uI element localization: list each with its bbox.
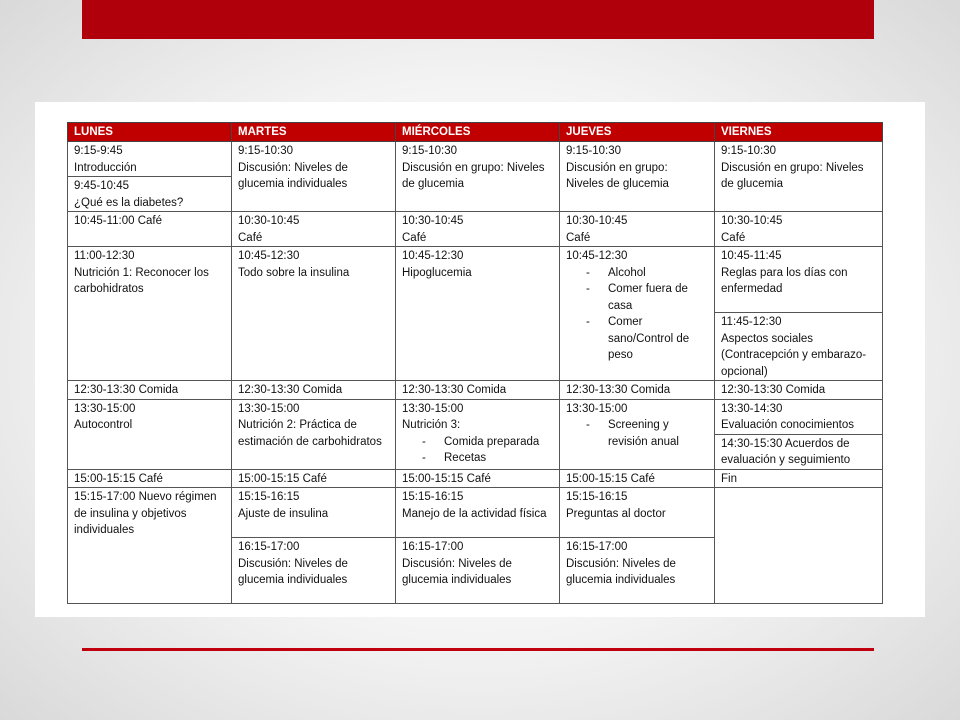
session-title: Discusión en grupo: Niveles de glucemia bbox=[721, 161, 864, 190]
header-row bbox=[68, 123, 883, 142]
session-time: 10:30-10:45 bbox=[238, 215, 300, 227]
jueves-session-5 bbox=[560, 538, 715, 604]
session-time: 9:45-10:45 bbox=[74, 180, 129, 192]
jueves-cafe-1 bbox=[560, 212, 715, 247]
list-item: - Comida preparada bbox=[422, 434, 553, 451]
header-miercoles: MIÉRCOLES bbox=[396, 123, 560, 142]
session-time: 16:15-17:00 bbox=[402, 541, 464, 553]
session-time: 9:15-9:45 bbox=[74, 145, 123, 157]
session-title: Discusión: Niveles de glucemia individuales bbox=[402, 557, 512, 586]
session-title: Discusión: Niveles de glucemia individuales bbox=[238, 161, 348, 190]
session-title: Aspectos sociales (Contracepción y embarazo-opcional) bbox=[721, 332, 867, 378]
session-time: 11:45-12:30 bbox=[721, 316, 782, 328]
list-item: - Recetas bbox=[422, 450, 553, 467]
session-title: Café bbox=[721, 231, 746, 244]
topic-list bbox=[402, 434, 553, 467]
header-jueves: JUEVES bbox=[560, 123, 715, 142]
list-item: - Alcohol bbox=[586, 265, 708, 282]
session-title: Discusión: Niveles de glucemia individuales bbox=[566, 557, 676, 586]
session-time: 10:45-11:45 bbox=[721, 250, 782, 262]
session-title: Hipoglucemia bbox=[402, 266, 472, 279]
session-time: 10:45-12:30 bbox=[238, 250, 300, 262]
martes-session-4 bbox=[232, 488, 396, 538]
session-time: 10:30-10:45 bbox=[566, 215, 628, 227]
viernes-comida: 12:30-13:30 Comida bbox=[715, 381, 883, 400]
viernes-session-2 bbox=[715, 247, 883, 313]
session-time: 11:00-12:30 bbox=[74, 250, 135, 262]
list-item: - Comer sano/Control de peso bbox=[586, 314, 708, 364]
miercoles-comida: 12:30-13:30 Comida bbox=[396, 381, 560, 400]
jueves-session-2 bbox=[560, 247, 715, 381]
lunes-session-4 bbox=[68, 399, 232, 469]
topic-list bbox=[566, 265, 708, 364]
lunes-cafe-1: 10:45-11:00 Café bbox=[68, 212, 232, 247]
martes-cafe-2: 15:00-15:15 Café bbox=[232, 469, 396, 488]
jueves-session-1 bbox=[560, 142, 715, 212]
session-title: Discusión: Niveles de glucemia individuales bbox=[238, 557, 348, 586]
session-title: Ajuste de insulina bbox=[238, 507, 329, 520]
miercoles-session-1 bbox=[396, 142, 560, 212]
viernes-session-5: 14:30-15:30 Acuerdos de evaluación y seguimiento bbox=[715, 434, 883, 469]
session-time: 13:30-15:00 bbox=[566, 402, 628, 415]
header-lunes: LUNES bbox=[68, 123, 232, 142]
jueves-session-4 bbox=[560, 488, 715, 538]
miercoles-session-5 bbox=[396, 538, 560, 604]
schedule-table bbox=[67, 122, 883, 604]
session-title: Manejo de la actividad física bbox=[402, 507, 547, 520]
lunes-cafe-2: 15:00-15:15 Café bbox=[68, 469, 232, 488]
top-accent-bar bbox=[82, 0, 874, 39]
session-title: Café bbox=[566, 231, 591, 244]
miercoles-cafe-2: 15:00-15:15 Café bbox=[396, 469, 560, 488]
session-time: 10:45-12:30 bbox=[402, 250, 464, 262]
session-title: Café bbox=[238, 231, 263, 244]
session-time: 15:15-16:15 bbox=[402, 491, 464, 503]
session-time: 15:15-16:15 bbox=[566, 491, 628, 503]
session-title: Nutrición 2: Práctica de estimación de carbohidratos bbox=[238, 419, 382, 448]
viernes-session-4 bbox=[715, 399, 883, 434]
session-time: 16:15-17:00 bbox=[238, 541, 300, 553]
martes-comida: 12:30-13:30 Comida bbox=[232, 381, 396, 400]
session-time: 13:30-15:00 bbox=[238, 402, 300, 415]
martes-session-5 bbox=[232, 538, 396, 604]
lunes-comida: 12:30-13:30 Comida bbox=[68, 381, 232, 400]
miercoles-cafe-1 bbox=[396, 212, 560, 247]
lunes-session-2 bbox=[68, 177, 232, 212]
session-time: 16:15-17:00 bbox=[566, 541, 628, 553]
list-item: - Screening y revisión anual bbox=[586, 417, 708, 450]
session-title: Autocontrol bbox=[74, 419, 133, 431]
viernes-fin: Fin bbox=[715, 469, 883, 488]
session-time: 9:15-10:30 bbox=[721, 145, 776, 157]
session-time: 9:15-10:30 bbox=[238, 145, 293, 157]
session-time: 9:15-10:30 bbox=[566, 145, 621, 157]
session-title: Preguntas al doctor bbox=[566, 507, 666, 520]
session-title: Discusión en grupo: Niveles de glucemia bbox=[402, 161, 545, 190]
lunes-session-1 bbox=[68, 142, 232, 177]
viernes-session-1 bbox=[715, 142, 883, 212]
session-time: 13:30-15:00 bbox=[74, 402, 136, 415]
jueves-cafe-2: 15:00-15:15 Café bbox=[560, 469, 715, 488]
bottom-accent-line bbox=[82, 648, 874, 651]
miercoles-session-4 bbox=[396, 488, 560, 538]
jueves-comida: 12:30-13:30 Comida bbox=[560, 381, 715, 400]
session-title: Nutrición 3: bbox=[402, 419, 461, 431]
session-time: 10:30-10:45 bbox=[402, 215, 464, 227]
list-item: - Comer fuera de casa bbox=[586, 281, 708, 314]
session-title: Café bbox=[402, 231, 427, 244]
header-viernes: VIERNES bbox=[715, 123, 883, 142]
jueves-session-3 bbox=[560, 399, 715, 469]
session-title: Discusión en grupo: Niveles de glucemia bbox=[566, 161, 669, 190]
martes-session-2 bbox=[232, 247, 396, 381]
session-time: 13:30-14:30 bbox=[721, 402, 783, 415]
viernes-session-3 bbox=[715, 313, 883, 381]
martes-session-3 bbox=[232, 399, 396, 469]
session-time: 13:30-15:00 bbox=[402, 402, 464, 415]
topic-list bbox=[566, 417, 708, 450]
session-title: Todo sobre la insulina bbox=[238, 266, 350, 279]
session-time: 10:45-12:30 bbox=[566, 250, 628, 262]
viernes-cafe-1 bbox=[715, 212, 883, 247]
session-title: ¿Qué es la diabetes? bbox=[74, 196, 184, 209]
session-title: Reglas para los días con enfermedad bbox=[721, 266, 848, 295]
header-martes: MARTES bbox=[232, 123, 396, 142]
lunes-session-3 bbox=[68, 247, 232, 381]
lunes-session-5: 15:15-17:00 Nuevo régimen de insulina y objetivos individuales bbox=[68, 488, 232, 604]
session-title: Introducción bbox=[74, 161, 137, 174]
session-title: Evaluación conocimientos bbox=[721, 419, 854, 431]
session-time: 10:30-10:45 bbox=[721, 215, 783, 227]
viernes-empty bbox=[715, 488, 883, 604]
session-time: 15:15-16:15 bbox=[238, 491, 300, 503]
miercoles-session-3 bbox=[396, 399, 560, 469]
session-title: Nutrición 1: Reconocer los carbohidratos bbox=[74, 266, 209, 295]
martes-cafe-1 bbox=[232, 212, 396, 247]
schedule-panel bbox=[35, 102, 925, 617]
session-time: 9:15-10:30 bbox=[402, 145, 457, 157]
martes-session-1 bbox=[232, 142, 396, 212]
miercoles-session-2 bbox=[396, 247, 560, 381]
